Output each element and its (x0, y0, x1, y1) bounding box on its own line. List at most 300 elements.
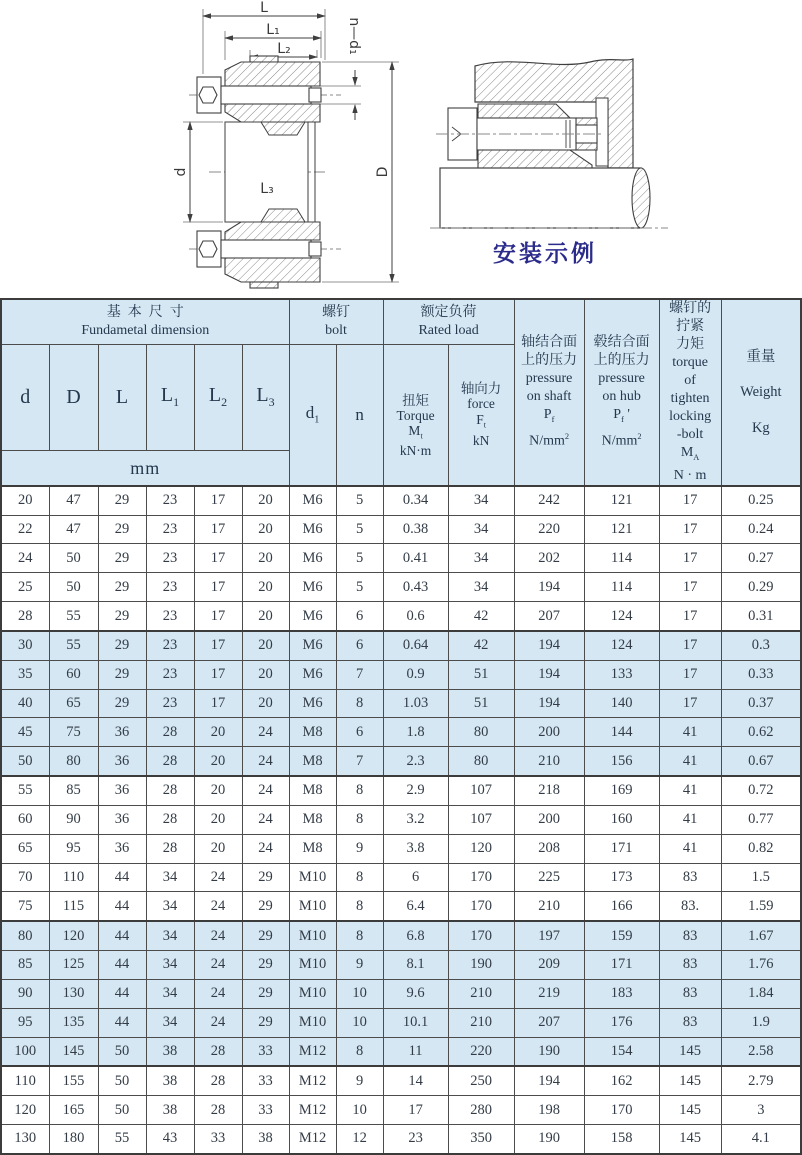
cell-L2: 17 (194, 631, 242, 660)
cell-ma: 41 (659, 718, 721, 747)
cell-p-hub: 156 (584, 747, 659, 776)
table-row (1, 660, 801, 689)
installation-caption: 安装示例 (493, 241, 597, 267)
unit-mm: mm (1, 451, 289, 486)
cell-d1: M12 (289, 1125, 336, 1154)
cell-L2: 17 (194, 544, 242, 573)
cell-L1: 34 (146, 1008, 194, 1037)
cell-d: 25 (1, 573, 49, 602)
cell-d: 70 (1, 863, 49, 892)
cell-d1: M10 (289, 921, 336, 950)
cell-weight: 1.9 (721, 1008, 801, 1037)
cell-D: 165 (49, 1096, 98, 1125)
cell-d1: M10 (289, 863, 336, 892)
cell-L3: 24 (242, 805, 289, 834)
cell-p-hub: 158 (584, 1125, 659, 1154)
cell-L: 29 (98, 515, 146, 544)
cell-weight: 0.82 (721, 834, 801, 863)
cell-force: 170 (448, 921, 514, 950)
cell-force: 42 (448, 631, 514, 660)
col-header-torque (383, 344, 448, 486)
cell-D: 110 (49, 863, 98, 892)
dim-label-L3: L₃ (260, 181, 274, 197)
cell-d1: M12 (289, 1066, 336, 1095)
col-header-L1: $L_1$ (146, 344, 194, 451)
cell-D: 80 (49, 747, 98, 776)
cell-p-shaft: 198 (514, 1096, 584, 1125)
cell-L1: 43 (146, 1125, 194, 1154)
cell-L: 29 (98, 544, 146, 573)
cell-weight: 1.5 (721, 863, 801, 892)
cell-torque: 9.6 (383, 979, 448, 1008)
cell-p-hub: 170 (584, 1096, 659, 1125)
cell-n: 5 (336, 544, 383, 573)
cell-n: 5 (336, 515, 383, 544)
cell-L2: 24 (194, 979, 242, 1008)
table-row (1, 689, 801, 718)
cell-D: 65 (49, 689, 98, 718)
cell-force: 350 (448, 1125, 514, 1154)
cell-n: 8 (336, 805, 383, 834)
table-row (1, 631, 801, 660)
cell-d1: M8 (289, 718, 336, 747)
cell-d1: M12 (289, 1096, 336, 1125)
cell-n: 6 (336, 602, 383, 631)
cell-d: 30 (1, 631, 49, 660)
cell-ma: 83. (659, 892, 721, 921)
cell-p-shaft: 200 (514, 718, 584, 747)
cell-d1: M10 (289, 892, 336, 921)
cell-weight: 1.59 (721, 892, 801, 921)
cell-weight: 0.33 (721, 660, 801, 689)
cell-ma: 145 (659, 1066, 721, 1095)
header-rated-load-group (383, 299, 514, 344)
col-header-D: D (49, 344, 98, 451)
cell-n: 8 (336, 689, 383, 718)
cell-weight: 3 (721, 1096, 801, 1125)
cell-torque: 2.9 (383, 776, 448, 805)
cell-n: 8 (336, 776, 383, 805)
dim-label-L1: L₁ (266, 22, 280, 38)
cell-p-hub: 176 (584, 1008, 659, 1037)
cell-force: 170 (448, 863, 514, 892)
cell-d: 65 (1, 834, 49, 863)
cell-p-shaft: 197 (514, 921, 584, 950)
header-weight-cn: 重量 (746, 349, 776, 366)
cell-n: 8 (336, 892, 383, 921)
cell-L2: 24 (194, 863, 242, 892)
cell-L2: 33 (194, 1125, 242, 1154)
cell-L: 55 (98, 1125, 146, 1154)
cell-L3: 20 (242, 660, 289, 689)
header-weight-unit: Kg (751, 419, 770, 436)
cell-L: 36 (98, 805, 146, 834)
cell-L3: 29 (242, 1008, 289, 1037)
header-bolt-en: bolt (325, 322, 347, 338)
installation-drawing (430, 25, 800, 275)
cell-d1: M6 (289, 515, 336, 544)
cell-D: 155 (49, 1066, 98, 1095)
cell-n: 8 (336, 1037, 383, 1066)
dim-label-L2: L₂ (277, 41, 291, 57)
col-header-L3: $L_3$ (242, 344, 289, 451)
cell-D: 130 (49, 979, 98, 1008)
cell-L1: 38 (146, 1037, 194, 1066)
cell-L: 44 (98, 1008, 146, 1037)
cell-p-hub: 171 (584, 834, 659, 863)
table-row (1, 718, 801, 747)
cell-p-shaft: 210 (514, 747, 584, 776)
cell-force: 51 (448, 660, 514, 689)
cell-p-hub: 171 (584, 951, 659, 980)
header-bolt-cn: 螺钉 (322, 304, 351, 320)
table-row (1, 776, 801, 805)
cell-force: 220 (448, 1037, 514, 1066)
cell-L: 29 (98, 486, 146, 515)
cell-weight: 0.31 (721, 602, 801, 631)
cell-L2: 24 (194, 892, 242, 921)
cell-n: 9 (336, 951, 383, 980)
cell-weight: 0.72 (721, 776, 801, 805)
cell-weight: 0.67 (721, 747, 801, 776)
table-row (1, 1008, 801, 1037)
cell-p-shaft: 209 (514, 951, 584, 980)
cell-L1: 34 (146, 921, 194, 950)
cell-L3: 20 (242, 486, 289, 515)
cell-L: 36 (98, 834, 146, 863)
cell-p-hub: 166 (584, 892, 659, 921)
cell-p-shaft: 208 (514, 834, 584, 863)
section-drawing (145, 0, 425, 295)
cell-force: 80 (448, 747, 514, 776)
cell-force: 107 (448, 776, 514, 805)
cell-d: 110 (1, 1066, 49, 1095)
cell-L2: 20 (194, 834, 242, 863)
cell-force: 190 (448, 951, 514, 980)
table-row (1, 1066, 801, 1095)
col-header-n: n (336, 344, 383, 486)
table-row (1, 892, 801, 921)
cell-D: 75 (49, 718, 98, 747)
cell-p-hub: 173 (584, 863, 659, 892)
cell-force: 34 (448, 515, 514, 544)
cell-ma: 17 (659, 660, 721, 689)
cell-torque: 17 (383, 1096, 448, 1125)
cell-d: 75 (1, 892, 49, 921)
cell-p-hub: 114 (584, 544, 659, 573)
cell-d1: M6 (289, 660, 336, 689)
cell-L3: 20 (242, 544, 289, 573)
cell-L: 29 (98, 602, 146, 631)
header-bolt-group (289, 299, 383, 344)
cell-torque: 6.4 (383, 892, 448, 921)
cell-L1: 23 (146, 544, 194, 573)
cell-L3: 38 (242, 1125, 289, 1154)
cell-d1: M8 (289, 834, 336, 863)
cell-L2: 28 (194, 1037, 242, 1066)
cell-weight: 4.1 (721, 1125, 801, 1154)
cell-n: 7 (336, 747, 383, 776)
cell-ma: 83 (659, 951, 721, 980)
cell-p-hub: 160 (584, 805, 659, 834)
table-row (1, 863, 801, 892)
cell-force: 80 (448, 718, 514, 747)
cell-p-shaft: 194 (514, 573, 584, 602)
cell-L2: 20 (194, 805, 242, 834)
header-basic-dimension-cn: 基本尺寸 (106, 304, 191, 320)
cell-L1: 28 (146, 747, 194, 776)
cell-D: 60 (49, 660, 98, 689)
cell-L3: 33 (242, 1037, 289, 1066)
cell-d: 130 (1, 1125, 49, 1154)
cell-D: 115 (49, 892, 98, 921)
cell-L: 44 (98, 863, 146, 892)
table-row (1, 515, 801, 544)
cell-d: 120 (1, 1096, 49, 1125)
cell-torque: 11 (383, 1037, 448, 1066)
cell-p-shaft: 219 (514, 979, 584, 1008)
cell-force: 120 (448, 834, 514, 863)
cell-p-shaft: 190 (514, 1037, 584, 1066)
cell-L2: 20 (194, 776, 242, 805)
cell-L: 29 (98, 660, 146, 689)
cell-p-hub: 124 (584, 631, 659, 660)
cell-L1: 28 (146, 805, 194, 834)
cell-d1: M6 (289, 602, 336, 631)
cell-torque: 0.64 (383, 631, 448, 660)
cell-D: 50 (49, 544, 98, 573)
cell-n: 12 (336, 1125, 383, 1154)
cell-D: 85 (49, 776, 98, 805)
cell-d1: M10 (289, 951, 336, 980)
cell-L3: 20 (242, 515, 289, 544)
cell-torque: 0.6 (383, 602, 448, 631)
cell-p-hub: 121 (584, 515, 659, 544)
cell-D: 90 (49, 805, 98, 834)
cell-D: 135 (49, 1008, 98, 1037)
cell-weight: 0.77 (721, 805, 801, 834)
spec-table (0, 298, 802, 1155)
cell-p-shaft: 194 (514, 1066, 584, 1095)
cell-D: 180 (49, 1125, 98, 1154)
header-basic-dimension-en: Fundametal dimension (81, 322, 210, 338)
cell-L3: 20 (242, 689, 289, 718)
cell-weight: 2.58 (721, 1037, 801, 1066)
cell-n: 6 (336, 718, 383, 747)
cell-weight: 0.27 (721, 544, 801, 573)
header-rated-load-cn: 额定负荷 (420, 304, 477, 320)
table-row (1, 805, 801, 834)
cell-ma: 41 (659, 805, 721, 834)
cell-torque: 23 (383, 1125, 448, 1154)
cell-n: 10 (336, 979, 383, 1008)
cell-p-shaft: 225 (514, 863, 584, 892)
cell-L: 50 (98, 1037, 146, 1066)
cell-d1: M6 (289, 689, 336, 718)
cell-d: 45 (1, 718, 49, 747)
cell-D: 125 (49, 951, 98, 980)
cell-d1: M6 (289, 486, 336, 515)
hub-gap (596, 98, 608, 166)
col-header-L: L (98, 344, 146, 451)
cell-L2: 17 (194, 573, 242, 602)
cell-torque: 6.8 (383, 921, 448, 950)
cell-L1: 23 (146, 573, 194, 602)
cell-n: 5 (336, 573, 383, 602)
cell-L2: 17 (194, 689, 242, 718)
cell-weight: 1.76 (721, 951, 801, 980)
cell-L2: 24 (194, 1008, 242, 1037)
header-pressure-hub: 毂结合面 上的压力 pressure on hub $P_f$ ' $N/mm^2$ (584, 299, 659, 486)
cell-n: 9 (336, 834, 383, 863)
table-row (1, 544, 801, 573)
cell-p-shaft: 194 (514, 631, 584, 660)
cell-n: 9 (336, 1066, 383, 1095)
col-header-L2: $L_2$ (194, 344, 242, 451)
cell-L: 29 (98, 631, 146, 660)
cell-p-hub: 124 (584, 602, 659, 631)
cell-L1: 23 (146, 631, 194, 660)
shaft (440, 168, 641, 228)
cell-d: 95 (1, 1008, 49, 1037)
cell-weight: 0.25 (721, 486, 801, 515)
cell-L: 36 (98, 747, 146, 776)
table-row (1, 602, 801, 631)
cell-D: 120 (49, 921, 98, 950)
cell-L1: 34 (146, 863, 194, 892)
cell-ma: 17 (659, 573, 721, 602)
cell-p-shaft: 207 (514, 1008, 584, 1037)
cell-ma: 83 (659, 1008, 721, 1037)
dim-label-D: D (375, 166, 391, 178)
cell-L: 50 (98, 1066, 146, 1095)
cell-p-shaft: 207 (514, 602, 584, 631)
cell-p-shaft: 202 (514, 544, 584, 573)
cell-L2: 24 (194, 921, 242, 950)
cell-force: 280 (448, 1096, 514, 1125)
cell-p-shaft: 242 (514, 486, 584, 515)
cell-d1: M10 (289, 1008, 336, 1037)
cell-D: 95 (49, 834, 98, 863)
cell-L2: 17 (194, 486, 242, 515)
cell-L2: 20 (194, 747, 242, 776)
cell-p-hub: 169 (584, 776, 659, 805)
cell-force: 51 (448, 689, 514, 718)
cell-D: 47 (49, 515, 98, 544)
cell-n: 5 (336, 486, 383, 515)
cell-force: 34 (448, 486, 514, 515)
cell-L3: 29 (242, 951, 289, 980)
table-row (1, 834, 801, 863)
cell-L1: 23 (146, 602, 194, 631)
force-header-text: 轴向力 force $F_t$ kN (460, 380, 502, 448)
cell-d: 80 (1, 921, 49, 950)
cell-L2: 17 (194, 660, 242, 689)
cell-torque: 0.9 (383, 660, 448, 689)
cell-L3: 20 (242, 602, 289, 631)
cell-ma: 145 (659, 1096, 721, 1125)
cell-p-shaft: 194 (514, 660, 584, 689)
shaft-end-section (632, 168, 650, 228)
cell-n: 7 (336, 660, 383, 689)
cell-d1: M8 (289, 805, 336, 834)
cell-ma: 41 (659, 747, 721, 776)
header-basic-dimension (1, 299, 289, 344)
cell-ma: 17 (659, 515, 721, 544)
cell-D: 50 (49, 573, 98, 602)
dim-label-n-d1: n—d₁ (346, 17, 362, 55)
cell-p-shaft: 210 (514, 892, 584, 921)
cell-force: 42 (448, 602, 514, 631)
cell-d: 24 (1, 544, 49, 573)
dim-label-L: L (260, 0, 268, 16)
cell-d1: M6 (289, 573, 336, 602)
cell-force: 34 (448, 544, 514, 573)
cell-L1: 28 (146, 834, 194, 863)
cell-d: 90 (1, 979, 49, 1008)
table-row (1, 921, 801, 950)
cell-weight: 1.67 (721, 921, 801, 950)
cell-L1: 34 (146, 951, 194, 980)
cell-ma: 17 (659, 689, 721, 718)
cell-ma: 83 (659, 863, 721, 892)
cell-L: 36 (98, 776, 146, 805)
cell-L3: 29 (242, 979, 289, 1008)
cell-L1: 34 (146, 892, 194, 921)
cell-ma: 41 (659, 834, 721, 863)
cell-torque: 8.1 (383, 951, 448, 980)
cell-p-hub: 144 (584, 718, 659, 747)
cell-force: 107 (448, 805, 514, 834)
header-weight (721, 299, 801, 486)
cell-L1: 34 (146, 979, 194, 1008)
col-header-d: d (1, 344, 49, 451)
cell-force: 250 (448, 1066, 514, 1095)
cell-L3: 20 (242, 573, 289, 602)
cell-d: 55 (1, 776, 49, 805)
cell-p-hub: 154 (584, 1037, 659, 1066)
bore (225, 122, 308, 222)
cell-L: 44 (98, 979, 146, 1008)
cell-L2: 28 (194, 1096, 242, 1125)
cell-torque: 0.34 (383, 486, 448, 515)
cell-torque: 6 (383, 863, 448, 892)
table-row (1, 1037, 801, 1066)
cell-ma: 83 (659, 979, 721, 1008)
cell-d: 28 (1, 602, 49, 631)
cell-p-shaft: 200 (514, 805, 584, 834)
cell-L: 29 (98, 573, 146, 602)
cell-weight: 0.29 (721, 573, 801, 602)
cell-L: 29 (98, 689, 146, 718)
cell-n: 6 (336, 631, 383, 660)
cell-L3: 29 (242, 892, 289, 921)
cell-L: 44 (98, 921, 146, 950)
cell-p-hub: 159 (584, 921, 659, 950)
cell-L: 44 (98, 892, 146, 921)
cell-D: 47 (49, 486, 98, 515)
cell-L: 44 (98, 951, 146, 980)
cell-L2: 24 (194, 951, 242, 980)
header-rated-load-en: Rated load (418, 322, 479, 338)
cell-d: 22 (1, 515, 49, 544)
cell-weight: 1.84 (721, 979, 801, 1008)
cell-L2: 17 (194, 602, 242, 631)
cell-L3: 33 (242, 1066, 289, 1095)
cell-p-shaft: 190 (514, 1125, 584, 1154)
cell-force: 170 (448, 892, 514, 921)
cell-n: 10 (336, 1096, 383, 1125)
